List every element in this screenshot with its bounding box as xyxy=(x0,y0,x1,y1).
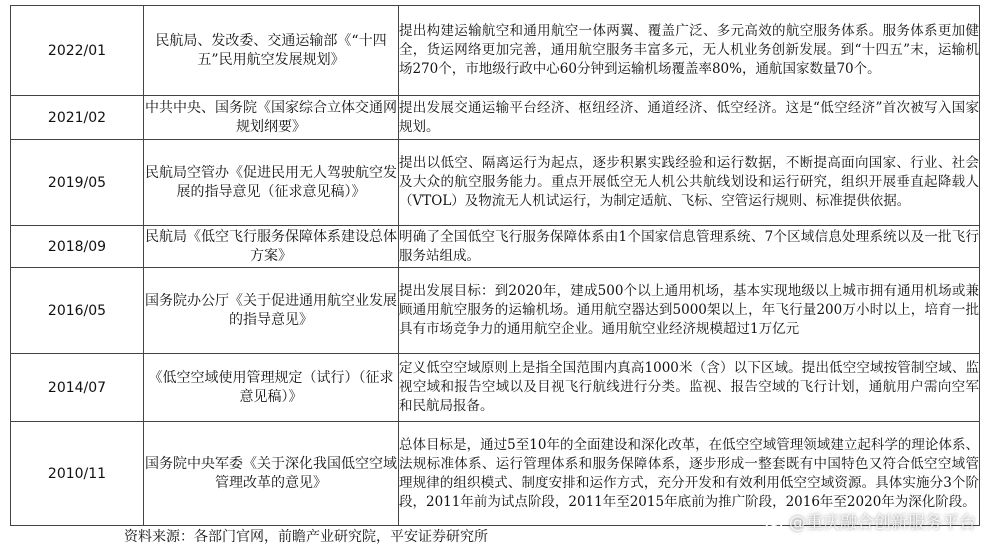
document-cell: 国务院中央军委《关于深化我国低空空域管理改革的意见》 xyxy=(144,422,399,526)
platform-logo-icon xyxy=(764,511,784,531)
table-row xyxy=(11,96,980,140)
date-cell: 2016/05 xyxy=(11,268,144,354)
document-cell: 《低空空域使用管理规定（试行）（征求意见稿）》 xyxy=(144,354,399,422)
table-row xyxy=(11,354,980,422)
document-cell: 民航局空管办《促进民用无人驾驶航空发展的指导意见（征求意见稿）》 xyxy=(144,140,399,226)
date-cell: 2018/09 xyxy=(11,226,144,268)
content-cell: 提出以低空、隔离运行为起点，逐步积累实践经验和运行数据，不断提高面向国家、行业、社会及大众的航空服务能力。重点开展低空无人机公共航线划设和运行研究，组织开展垂直起降载人（VTOL）及物流无人机试运行，为制定适航、飞标、空管运行规则、标准提供依据。 xyxy=(399,140,980,226)
content-cell: 明确了全国低空飞行服务保障体系由1个国家信息管理系统、7个区域信息处理系统以及一批飞行服务站组成。 xyxy=(399,226,980,268)
date-cell: 2014/07 xyxy=(11,354,144,422)
document-cell: 民航局《低空飞行服务保障体系建设总体方案》 xyxy=(144,226,399,268)
source-note: 资料来源：各部门官网，前瞻产业研究院，平安证券研究所 xyxy=(124,529,488,545)
policy-timeline-table xyxy=(10,5,980,526)
table-row xyxy=(11,6,980,96)
document-cell: 民航局、发改委、交通运输部《“十四五”民用航空发展规划》 xyxy=(144,6,399,96)
content-cell: 总体目标是，通过5至10年的全面建设和深化改革，在低空空域管理领域建立起科学的理论体系、法规标准体系、运行管理体系和服务保障体系，逐步形成一整套既有中国特色又符合低空空域管理规律的组织模式、制度安排和运作方式，充分开发和有效利用低空空域资源。具体实施分3个阶段，2011年前为试点阶段，2011年至2015年底前为推广阶段，2016年至2020年为深化阶段。 xyxy=(399,422,980,526)
content-cell: 提出发展交通运输平台经济、枢纽经济、通道经济、低空经济。这是“低空经济”首次被写入国家规划。 xyxy=(399,96,980,140)
date-cell: 2022/01 xyxy=(11,6,144,96)
content-cell: 定义低空空域原则上是指全国范围内真高1000米（含）以下区域。提出低空空域按管制空域、监视空域和报告空域以及目视飞行航线进行分类。监视、报告空域的飞行计划，通航用户需向空军和民航局报备。 xyxy=(399,354,980,422)
table-row xyxy=(11,140,980,226)
date-cell: 2021/02 xyxy=(11,96,144,140)
date-cell: 2019/05 xyxy=(11,140,144,226)
content-cell: 提出发展目标：到2020年，建成500个以上通用机场，基本实现地级以上城市拥有通用机场或兼顾通用航空服务的运输机场。通用航空器达到5000架以上，年飞行量200万小时以上，培育一批具有市场竞争力的通用航空企业。通用航空业经济规模超过1万亿元 xyxy=(399,268,980,354)
watermark xyxy=(764,508,976,533)
watermark-text: @重庆融合创新服务平台 xyxy=(789,513,976,533)
content-cell: 提出构建运输航空和通用航空一体两翼、覆盖广泛、多元高效的航空服务体系。服务体系更加健全，货运网络更加完善，通用航空服务丰富多元，无人机业务创新发展。到“十四五”末，运输机场270个，市地级行政中心60分钟到运输机场覆盖率80%，通航国家数量70个。 xyxy=(399,6,980,96)
table-row xyxy=(11,226,980,268)
document-cell: 中共中央、国务院《国家综合立体交通网规划纲要》 xyxy=(144,96,399,140)
table-row xyxy=(11,268,980,354)
date-cell: 2010/11 xyxy=(11,422,144,526)
document-cell: 国务院办公厅《关于促进通用航空业发展的指导意见》 xyxy=(144,268,399,354)
